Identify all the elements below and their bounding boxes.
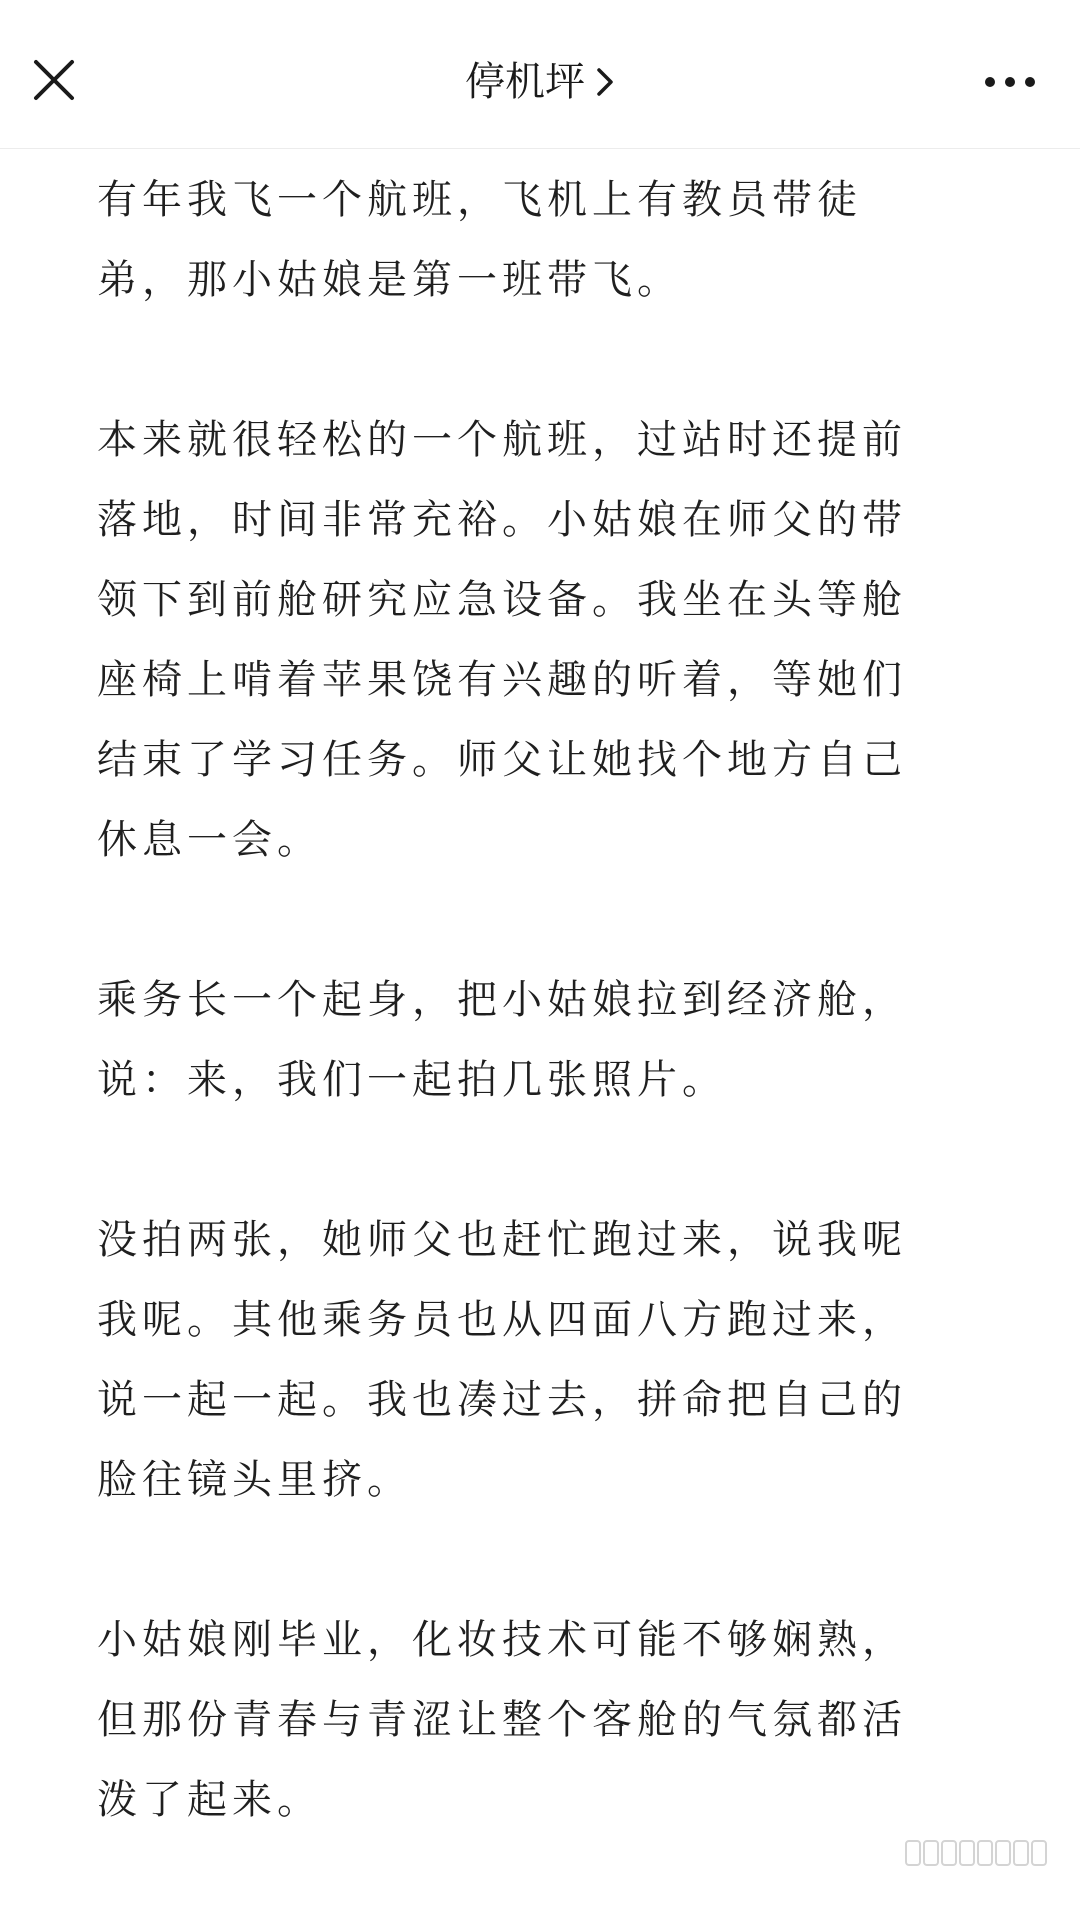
article-paragraph: 乘务长一个起身，把小姑娘拉到经济舱， 说：来，我们一起拍几张照片。	[97, 977, 907, 1103]
chevron-right-icon	[595, 66, 615, 98]
article-paragraph: 有年我飞一个航班，飞机上有教员带徒 弟，那小姑娘是第一班带飞。	[97, 177, 862, 303]
watermark-logo	[902, 1833, 1062, 1873]
nav-title-area	[0, 54, 1080, 110]
article-paragraph: 本来就很轻松的一个航班，过站时还提前 落地，时间非常充裕。小姑娘在师父的带 领下到前舱研究应急设备。我坐在头等舱 座椅上啃着苹果饶有兴趣的听着，等她们 结束了学习任务。师父让她找个地方自己 休息一会。	[97, 417, 907, 863]
article-body	[97, 160, 997, 1920]
article-paragraph: 小姑娘刚毕业，化妆技术可能不够娴熟， 但那份青春与青涩让整个客舱的气氛都活 泼了起来。	[97, 1617, 907, 1823]
article-paragraph: 没拍两张，她师父也赶忙跑过来，说我呢 我呢。其他乘务员也从四面八方跑过来， 说一起一起。我也凑过去，拼命把自己的 脸往镜头里挤。	[97, 1217, 907, 1503]
more-button[interactable]	[982, 62, 1038, 102]
page-title: 停机坪	[465, 59, 585, 105]
page-title-link[interactable]	[465, 54, 615, 110]
navigation-bar	[0, 0, 1080, 149]
more-horizontal-icon	[982, 62, 1038, 102]
